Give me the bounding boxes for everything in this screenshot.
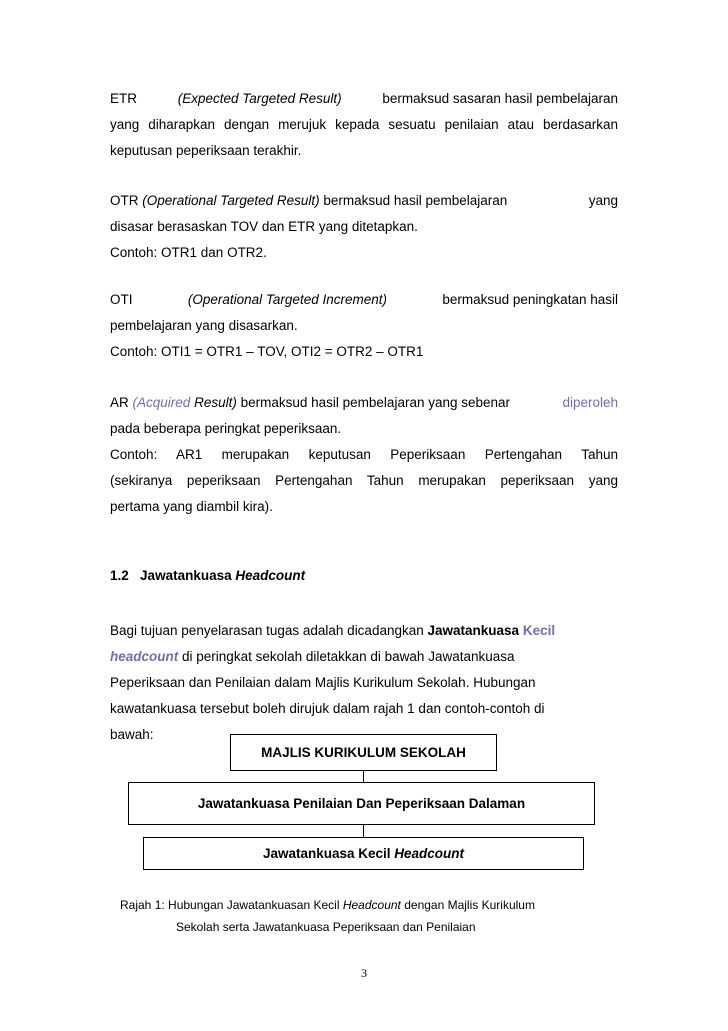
etr-line-1: ETR (Expected Targeted Result) bermaksud sasaran hasil pembelajaran: [110, 91, 618, 106]
body-line-2: headcount di peringkat sekolah diletakkan di bawah Jawatankuasa: [110, 649, 515, 664]
figure-caption-line-1: Rajah 1: Hubungan Jawatankuasan Kecil Headcount dengan Majlis Kurikulum: [120, 898, 535, 912]
oti-line-1: OTI (Operational Targeted Increment) bermaksud peningkatan hasil: [110, 292, 618, 307]
section-heading: 1.2 Jawatankuasa Headcount: [110, 568, 306, 583]
box-majlis-kurikulum: MAJLIS KURIKULUM SEKOLAH: [230, 734, 497, 771]
body-paragraph: Bagi tujuan penyelarasan tugas adalah dicadangkan Jawatankuasa Kecil headcount di peringkat sekolah diletakkan di bawah Jawatankuasa Peperiksaan dan Penilaian dalam Majlis Kurikulum Sekolah. Hubungan kawatankuasa tersebut boleh dirujuk dalam rajah 1 dan contoh-contoh di bawah:: [110, 618, 600, 748]
figure-caption-line-2: Sekolah serta Jawatankuasa Peperiksaan dan Penilaian: [176, 920, 476, 934]
connector-2: [363, 825, 364, 837]
box-jawatankuasa-kecil: Jawatankuasa Kecil Headcount: [143, 837, 584, 870]
otr-paragraph: OTR (Operational Targeted Result) bermaksud hasil pembelajaran yang disasar berasaskan TOV dan ETR yang ditetapkan. Contoh: OTR1 dan OTR2.: [110, 188, 618, 266]
otr-line-1: OTR (Operational Targeted Result) bermaksud hasil pembelajaran yang: [110, 193, 618, 208]
oti-paragraph: OTI (Operational Targeted Increment) bermaksud peningkatan hasil pembelajaran yang disasarkan. Contoh: OTI1 = OTR1 – TOV, OTI2 = OTR2 – OTR1: [110, 287, 618, 365]
body-line-1: Bagi tujuan penyelarasan tugas adalah dicadangkan Jawatankuasa Kecil: [110, 623, 556, 638]
connector-1: [363, 771, 364, 782]
etr-paragraph: ETR (Expected Targeted Result) bermaksud sasaran hasil pembelajaran yang diharapkan dengan merujuk kepada sesuatu penilaian atau berdasarkan keputusan peperiksaan terakhir.: [110, 86, 618, 164]
ar-line-1: AR (Acquired Result) bermaksud hasil pembelajaran yang sebenar diperoleh: [110, 395, 618, 410]
box-jawatankuasa-penilaian: Jawatankuasa Penilaian Dan Peperiksaan Dalaman: [128, 782, 595, 825]
page-number: 3: [361, 966, 367, 980]
ar-paragraph: AR (Acquired Result) bermaksud hasil pembelajaran yang sebenar diperoleh pada beberapa peringkat peperiksaan. Contoh: AR1 merupakan keputusan Peperiksaan Pertengahan Tahun (sekiranya peperiksaan Pertengahan Tahun merupakan peperiksaan yang pertama yang diambil kira).: [110, 390, 618, 520]
